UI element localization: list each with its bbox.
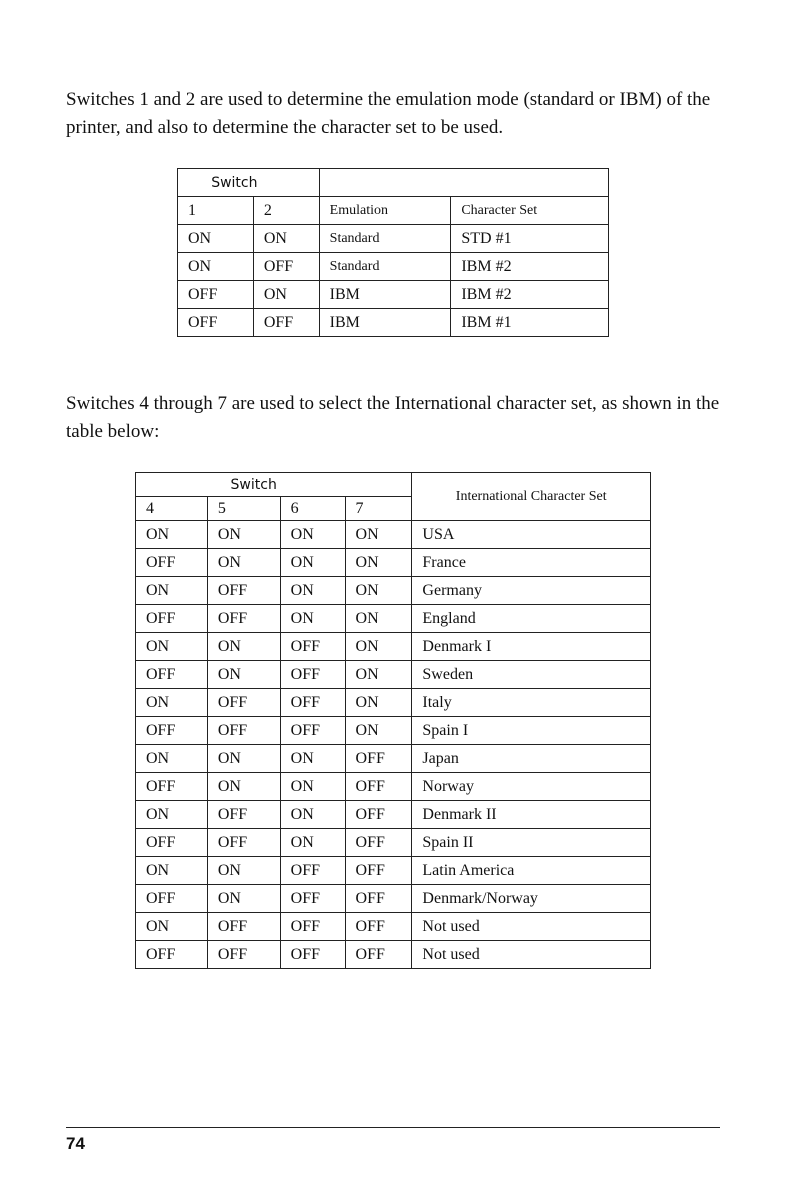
table-row [136,941,651,969]
emulation-switch-table [177,168,609,337]
table-row [136,577,651,605]
column-header: 1 [178,197,254,225]
table-cell: OFF [136,661,208,689]
table-cell: OFF [253,253,319,281]
table-cell: ON [207,521,280,549]
column-header: 7 [345,497,412,521]
table-cell: IBM [319,309,451,337]
table-row [178,253,609,281]
table-cell: OFF [136,941,208,969]
table-cell: OFF [280,913,345,941]
table-row [136,829,651,857]
column-header: 2 [253,197,319,225]
table-cell: ON [345,605,412,633]
table-cell: OFF [178,309,254,337]
table-cell: OFF [253,309,319,337]
table-cell: ON [345,689,412,717]
table-cell: OFF [345,857,412,885]
table-row [178,309,609,337]
table-cell: ON [280,577,345,605]
table-row [136,913,651,941]
table-cell: ON [178,225,254,253]
table-cell: IBM #2 [451,281,609,309]
table-cell: OFF [207,801,280,829]
character-set-cell: Denmark I [412,633,651,661]
character-set-cell: USA [412,521,651,549]
table-row [136,857,651,885]
table-cell: Standard [319,253,451,281]
column-header-row [178,197,609,225]
switch-header: Switch [136,473,412,497]
table-cell: Standard [319,225,451,253]
column-header: 5 [207,497,280,521]
table-cell: OFF [207,913,280,941]
table-cell: ON [345,549,412,577]
table-row [136,801,651,829]
character-set-cell: Italy [412,689,651,717]
table-cell: ON [207,773,280,801]
column-header: Emulation [319,197,451,225]
table-cell: OFF [207,941,280,969]
table-cell: ON [207,661,280,689]
table-row [136,605,651,633]
table-cell: IBM #1 [451,309,609,337]
table-cell: ON [280,801,345,829]
table-cell: OFF [136,605,208,633]
table-cell: STD #1 [451,225,609,253]
table-header-row [178,169,609,197]
table-header-row [136,473,651,497]
footer-rule [66,1127,720,1128]
table-row [136,885,651,913]
table-row [136,549,651,577]
character-set-cell: Sweden [412,661,651,689]
character-set-cell: Germany [412,577,651,605]
table-row [136,633,651,661]
table-cell: OFF [136,549,208,577]
table-row [136,745,651,773]
table-cell: OFF [345,885,412,913]
page-number: 74 [66,1134,85,1153]
blank-header-cell [319,169,608,197]
international-character-set-table [135,472,651,969]
table-row [136,717,651,745]
table-cell: OFF [345,829,412,857]
table-cell: ON [280,521,345,549]
table-cell: OFF [345,773,412,801]
table-cell: ON [253,281,319,309]
table-row [136,689,651,717]
table-cell: OFF [280,857,345,885]
table-cell: OFF [136,829,208,857]
character-set-cell: Not used [412,913,651,941]
table-cell: ON [280,745,345,773]
character-set-cell: Not used [412,941,651,969]
table-cell: OFF [345,745,412,773]
table-cell: ON [207,549,280,577]
table-cell: ON [207,885,280,913]
table-cell: ON [253,225,319,253]
table-cell: ON [136,801,208,829]
table-cell: OFF [207,577,280,605]
table-cell: ON [136,857,208,885]
intro-paragraph-switches-1-2: Switches 1 and 2 are used to determine the emulation mode (standard or IBM) of the printer, and also to determine the character set to be used. [66,89,711,138]
table-cell: OFF [207,605,280,633]
table-cell: ON [280,605,345,633]
table-cell: ON [345,717,412,745]
table-cell: ON [345,577,412,605]
table-cell: ON [345,633,412,661]
character-set-cell: Spain II [412,829,651,857]
table-row [136,661,651,689]
table-cell: OFF [345,941,412,969]
table-cell: ON [136,745,208,773]
table-cell: OFF [207,717,280,745]
table-cell: ON [280,773,345,801]
table-cell: IBM [319,281,451,309]
table-cell: OFF [207,689,280,717]
character-set-cell: England [412,605,651,633]
table-cell: ON [136,521,208,549]
table-cell: OFF [280,885,345,913]
column-header: Character Set [451,197,609,225]
character-set-cell: France [412,549,651,577]
table-row [178,225,609,253]
table-cell: OFF [280,717,345,745]
character-set-cell: Spain I [412,717,651,745]
table-cell: OFF [178,281,254,309]
column-header: 4 [136,497,208,521]
table-cell: OFF [280,661,345,689]
character-set-cell: Denmark/Norway [412,885,651,913]
table-cell: ON [136,689,208,717]
character-set-cell: Japan [412,745,651,773]
table-cell: OFF [136,717,208,745]
table-row [136,773,651,801]
table-cell: OFF [207,829,280,857]
table-cell: ON [280,829,345,857]
character-set-cell: Norway [412,773,651,801]
column-header: 6 [280,497,345,521]
table-cell: ON [136,913,208,941]
table-row [178,281,609,309]
table-row [136,521,651,549]
table-cell: OFF [280,689,345,717]
table-cell: ON [136,633,208,661]
intro-paragraph-switches-4-7: Switches 4 through 7 are used to select the International character set, as shown in the table below: [66,393,720,442]
table-cell: OFF [136,773,208,801]
international-character-set-header: International Character Set [412,473,651,521]
table-cell: OFF [345,801,412,829]
table-cell: ON [178,253,254,281]
table-cell: OFF [280,633,345,661]
table-cell: ON [207,745,280,773]
table-cell: ON [345,661,412,689]
table-cell: OFF [345,913,412,941]
table-cell: OFF [280,941,345,969]
table-cell: ON [280,549,345,577]
character-set-cell: Denmark II [412,801,651,829]
table-cell: ON [345,521,412,549]
table-cell: IBM #2 [451,253,609,281]
switch-header: Switch [178,169,320,197]
character-set-cell: Latin America [412,857,651,885]
table-cell: OFF [136,885,208,913]
table-cell: ON [207,857,280,885]
table-cell: ON [207,633,280,661]
table-cell: ON [136,577,208,605]
